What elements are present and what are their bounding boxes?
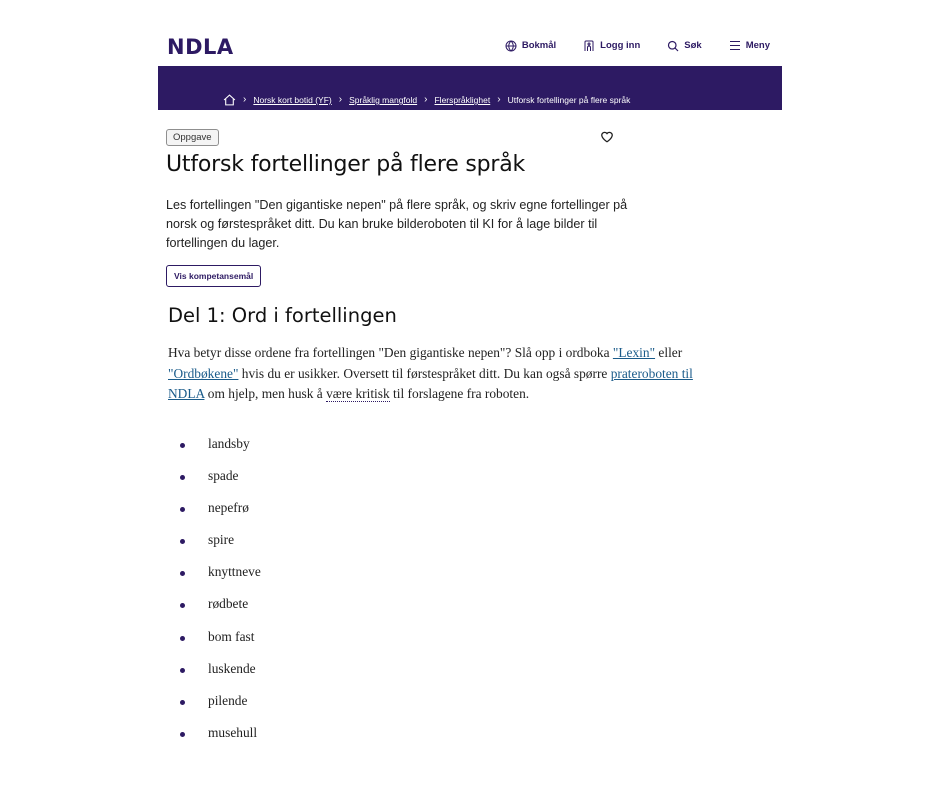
show-competence-goals-button[interactable]: Vis kompetansemål [166, 265, 261, 287]
bullet-icon [180, 732, 185, 737]
praterobot-link[interactable]: prateroboten til NDLA [168, 365, 693, 401]
heart-icon[interactable] [600, 130, 614, 143]
paragraph-text: eller [655, 345, 683, 360]
paragraph-text: til forslagene fra roboten. [389, 386, 530, 401]
word: pilende [208, 692, 248, 708]
bullet-icon [180, 636, 185, 641]
word: spire [208, 532, 235, 548]
list-item [180, 693, 261, 725]
lexin-link[interactable]: "Lexin" [612, 345, 656, 360]
bullet-icon [180, 668, 185, 673]
chevron-right-icon: › [424, 94, 428, 105]
menu-button[interactable] [729, 39, 770, 52]
list-item [180, 596, 261, 628]
paragraph-text: hvis du er usikker. Oversett til førstespråket ditt. Du kan også spørre [238, 365, 611, 381]
home-icon[interactable] [223, 94, 236, 106]
word: landsby [208, 436, 250, 451]
menu-icon [729, 40, 741, 51]
article-type-badge: Oppgave [166, 129, 219, 146]
word: luskende [208, 660, 256, 676]
globe-icon [505, 40, 517, 52]
bullet-icon [180, 571, 185, 576]
top-header [158, 26, 782, 66]
login-icon [583, 39, 595, 52]
ndla-logo[interactable]: NDLA [167, 35, 234, 59]
bullet-icon [180, 603, 185, 608]
list-item [180, 661, 261, 693]
bullet-icon [180, 507, 185, 512]
list-item [180, 725, 261, 757]
list-item [180, 500, 261, 532]
section-title: Del 1: Ord i fortellingen [168, 304, 397, 327]
paragraph-text: om hjelp, men husk å [204, 386, 327, 401]
bullet-icon [180, 443, 185, 448]
language-button[interactable] [505, 39, 556, 52]
list-item [180, 564, 261, 596]
word: nepefrø [208, 500, 249, 516]
chevron-right-icon: › [338, 94, 343, 105]
breadcrumb-band [158, 66, 782, 110]
bullet-icon [180, 475, 185, 480]
bullet-icon [180, 700, 185, 705]
search-icon [667, 40, 679, 52]
chevron-right-icon: › [497, 94, 501, 105]
glossary-term[interactable]: være kritisk [326, 386, 390, 401]
chevron-right-icon: › [243, 94, 247, 105]
breadcrumb-item-flersprakighet[interactable]: Flerspråklighet [434, 95, 491, 105]
word-list [180, 436, 261, 757]
word: rødbete [208, 596, 249, 612]
page [158, 0, 782, 788]
list-item [180, 532, 261, 564]
word: bom fast [208, 628, 255, 644]
breadcrumb-current: Utforsk fortellinger på flere språk [507, 95, 631, 105]
login-button[interactable] [583, 39, 640, 52]
word: musehull [208, 724, 258, 740]
page-title: Utforsk fortellinger på flere språk [166, 152, 526, 177]
menu-label: Meny [745, 40, 770, 51]
breadcrumb-item-norsk-kort-botid[interactable]: Norsk kort botid (YF) [253, 95, 332, 105]
search-label: Søk [684, 40, 702, 51]
bullet-icon [180, 539, 185, 544]
paragraph-text: Hva betyr disse ordene fra fortellingen "Den gigantiske nepen"? Slå opp i ordboka [168, 345, 613, 360]
section-paragraph [168, 343, 720, 405]
header-nav [478, 39, 770, 52]
breadcrumb [223, 94, 630, 106]
article-intro: Les fortellingen "Den gigantiske nepen" på flere språk, og skriv egne fortellinger på norsk og førstespråket ditt. Du kan bruke bilderoboten til KI for å lage bilder til fortellingen du lager. [166, 198, 628, 250]
search-button[interactable] [667, 39, 701, 52]
word: spade [208, 468, 239, 484]
language-label: Bokmål [521, 40, 557, 51]
list-item [180, 468, 261, 500]
breadcrumb-item-spraklig-mangfold[interactable]: Språklig mangfold [349, 95, 418, 105]
login-label: Logg inn [600, 40, 641, 51]
ordbokene-link[interactable]: "Ordbøkene" [168, 365, 239, 381]
list-item [180, 436, 261, 468]
list-item [180, 629, 261, 661]
word: knyttneve [208, 564, 261, 580]
